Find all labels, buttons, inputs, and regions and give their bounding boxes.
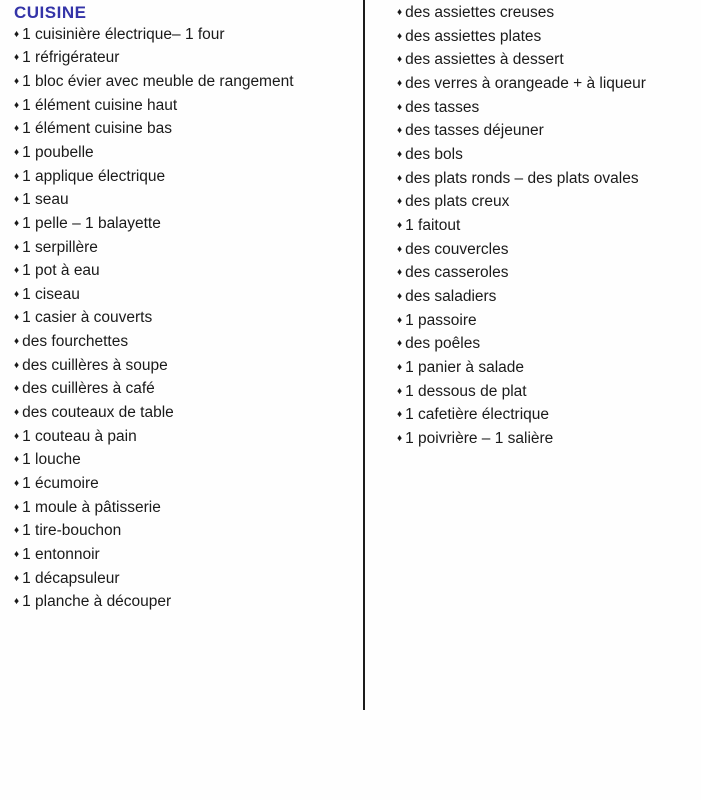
right-column xyxy=(397,2,697,451)
list-item xyxy=(397,120,697,144)
item-text: 1 pot à eau xyxy=(22,262,100,280)
list-item xyxy=(14,260,359,284)
list-item xyxy=(14,95,359,119)
item-text: 1 élément cuisine haut xyxy=(22,96,178,114)
item-text: des verres à orangeade + à liqueur xyxy=(405,74,646,92)
diamond-bullet-icon: ♦ xyxy=(397,219,403,231)
diamond-bullet-icon: ♦ xyxy=(397,172,403,184)
item-text: 1 faitout xyxy=(405,216,461,234)
item-text: des couteaux de table xyxy=(22,404,174,422)
diamond-bullet-icon: ♦ xyxy=(14,336,20,348)
item-text: 1 pelle – 1 balayette xyxy=(22,214,161,232)
item-text: 1 entonnoir xyxy=(22,546,100,564)
item-text: 1 cafetière électrique xyxy=(405,406,549,424)
list-item xyxy=(14,166,359,190)
list-item xyxy=(14,24,359,48)
item-text: des assiettes creuses xyxy=(405,4,555,21)
item-text: 1 poubelle xyxy=(22,143,94,161)
list-item xyxy=(397,239,697,263)
item-text: 1 élément cuisine bas xyxy=(22,120,173,138)
list-item xyxy=(14,189,359,213)
diamond-bullet-icon: ♦ xyxy=(397,148,403,160)
diamond-bullet-icon: ♦ xyxy=(14,501,20,513)
item-text: 1 passoire xyxy=(405,311,477,329)
page-title: CUISINE xyxy=(14,3,87,22)
diamond-bullet-icon: ♦ xyxy=(14,407,20,419)
item-text: des cuillères à soupe xyxy=(22,356,168,374)
list-item xyxy=(14,355,359,379)
diamond-bullet-icon: ♦ xyxy=(397,267,403,279)
list-item xyxy=(14,307,359,331)
list-item xyxy=(397,310,697,334)
list-item xyxy=(397,286,697,310)
item-text: 1 casier à couverts xyxy=(22,309,153,327)
list-item xyxy=(14,237,359,261)
diamond-bullet-icon: ♦ xyxy=(14,430,20,442)
diamond-bullet-icon: ♦ xyxy=(14,312,20,324)
kitchen-items-list-right xyxy=(397,2,697,451)
item-text: des saladiers xyxy=(405,287,497,305)
diamond-bullet-icon: ♦ xyxy=(397,338,403,350)
item-text: 1 réfrigérateur xyxy=(22,49,120,67)
list-item xyxy=(397,381,697,405)
item-text: des plats ronds – des plats ovales xyxy=(405,169,639,187)
list-item xyxy=(397,97,697,121)
list-item xyxy=(14,47,359,71)
item-text: 1 serpillère xyxy=(22,238,98,256)
diamond-bullet-icon: ♦ xyxy=(397,314,403,326)
list-item xyxy=(14,142,359,166)
list-item xyxy=(397,357,697,381)
diamond-bullet-icon: ♦ xyxy=(14,194,20,206)
list-item xyxy=(14,591,359,615)
diamond-bullet-icon: ♦ xyxy=(14,170,20,182)
item-text: 1 bloc évier avec meuble de rangement xyxy=(22,72,294,90)
item-text: 1 planche à découper xyxy=(22,593,172,611)
item-text: 1 panier à salade xyxy=(405,358,525,376)
item-text: 1 poivrière – 1 salière xyxy=(405,429,554,447)
item-text: 1 dessous de plat xyxy=(405,382,527,400)
item-text: 1 moule à pâtisserie xyxy=(22,498,161,516)
diamond-bullet-icon: ♦ xyxy=(14,75,20,87)
list-item xyxy=(14,213,359,237)
item-text: 1 tire-bouchon xyxy=(22,522,122,540)
diamond-bullet-icon: ♦ xyxy=(397,290,403,302)
diamond-bullet-icon: ♦ xyxy=(14,383,20,395)
list-item xyxy=(14,497,359,521)
diamond-bullet-icon: ♦ xyxy=(14,454,20,466)
item-text: des couvercles xyxy=(405,240,509,258)
list-item xyxy=(14,520,359,544)
item-text: des tasses déjeuner xyxy=(405,122,544,140)
item-text: des fourchettes xyxy=(22,333,129,351)
diamond-bullet-icon: ♦ xyxy=(14,549,20,561)
diamond-bullet-icon: ♦ xyxy=(397,125,403,137)
diamond-bullet-icon: ♦ xyxy=(397,385,403,397)
list-item xyxy=(14,449,359,473)
list-item xyxy=(14,402,359,426)
left-column xyxy=(14,2,359,615)
list-item xyxy=(14,544,359,568)
diamond-bullet-icon: ♦ xyxy=(14,217,20,229)
diamond-bullet-icon: ♦ xyxy=(397,54,403,66)
diamond-bullet-icon: ♦ xyxy=(14,288,20,300)
item-text: des assiettes plates xyxy=(405,27,542,45)
list-item xyxy=(14,473,359,497)
item-text: 1 décapsuleur xyxy=(22,569,120,587)
item-text: 1 louche xyxy=(22,451,81,469)
list-item xyxy=(397,73,697,97)
list-item xyxy=(397,144,697,168)
diamond-bullet-icon: ♦ xyxy=(14,146,20,158)
diamond-bullet-icon: ♦ xyxy=(14,572,20,584)
diamond-bullet-icon: ♦ xyxy=(14,123,20,135)
item-text: 1 couteau à pain xyxy=(22,427,137,445)
diamond-bullet-icon: ♦ xyxy=(14,359,20,371)
item-text: 1 écumoire xyxy=(22,475,99,493)
diamond-bullet-icon: ♦ xyxy=(397,432,403,444)
list-item xyxy=(397,215,697,239)
diamond-bullet-icon: ♦ xyxy=(397,243,403,255)
item-text: des plats creux xyxy=(405,193,510,211)
diamond-bullet-icon: ♦ xyxy=(14,52,20,64)
diamond-bullet-icon: ♦ xyxy=(397,409,403,421)
item-text: 1 seau xyxy=(22,191,69,209)
list-item xyxy=(397,191,697,215)
list-item xyxy=(397,49,697,73)
list-item xyxy=(14,118,359,142)
kitchen-items-list-left xyxy=(14,24,359,615)
diamond-bullet-icon: ♦ xyxy=(397,361,403,373)
diamond-bullet-icon: ♦ xyxy=(14,525,20,537)
item-text: 1 applique électrique xyxy=(22,167,166,185)
diamond-bullet-icon: ♦ xyxy=(397,30,403,42)
list-item xyxy=(397,26,697,50)
list-item xyxy=(397,333,697,357)
diamond-bullet-icon: ♦ xyxy=(397,7,403,18)
item-text: des poêles xyxy=(405,335,481,353)
list-item xyxy=(14,284,359,308)
list-item xyxy=(397,2,697,26)
diamond-bullet-icon: ♦ xyxy=(14,478,20,490)
list-item xyxy=(14,71,359,95)
list-item xyxy=(14,568,359,592)
list-item xyxy=(14,378,359,402)
item-text: 1 cuisinière électrique– 1 four xyxy=(22,25,225,43)
list-item xyxy=(14,426,359,450)
item-text: des bols xyxy=(405,145,463,163)
list-item xyxy=(397,168,697,192)
item-text: 1 ciseau xyxy=(22,285,80,303)
diamond-bullet-icon: ♦ xyxy=(14,265,20,277)
diamond-bullet-icon: ♦ xyxy=(397,196,403,208)
diamond-bullet-icon: ♦ xyxy=(14,596,20,608)
diamond-bullet-icon: ♦ xyxy=(14,28,20,40)
diamond-bullet-icon: ♦ xyxy=(397,77,403,89)
item-text: des cuillères à café xyxy=(22,380,155,398)
item-text: des casseroles xyxy=(405,264,509,282)
list-item xyxy=(397,404,697,428)
list-item xyxy=(397,428,697,452)
item-text: des assiettes à dessert xyxy=(405,51,564,69)
diamond-bullet-icon: ♦ xyxy=(397,101,403,113)
diamond-bullet-icon: ♦ xyxy=(14,241,20,253)
diamond-bullet-icon: ♦ xyxy=(14,99,20,111)
list-item xyxy=(397,262,697,286)
list-item xyxy=(14,331,359,355)
item-text: des tasses xyxy=(405,98,480,116)
column-divider-line xyxy=(363,0,365,710)
